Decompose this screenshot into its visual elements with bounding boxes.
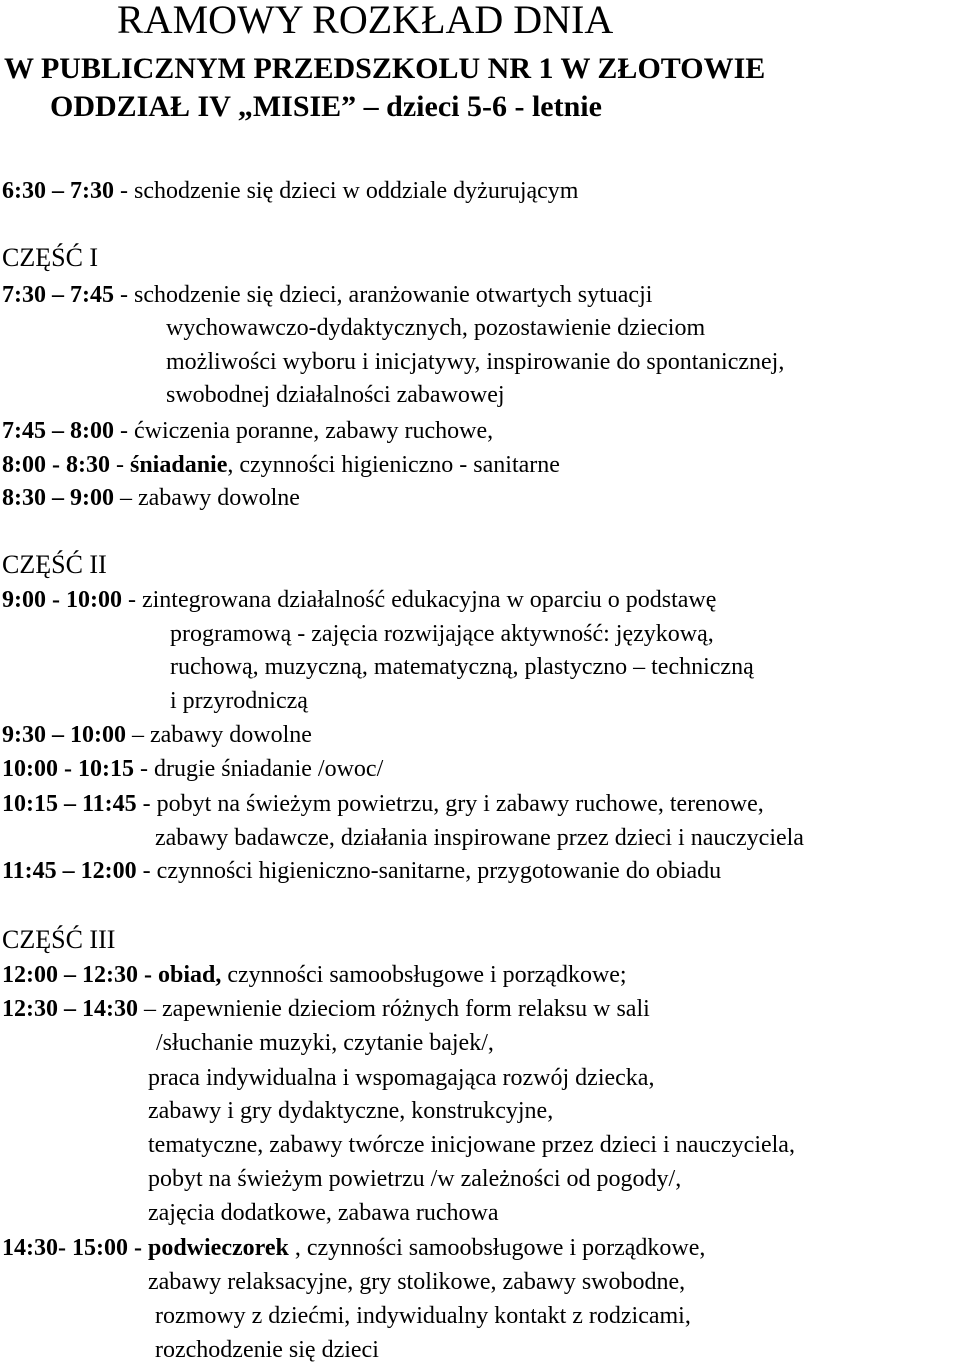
group-subtitle: ODDZIAŁ IV „MISIE” – dzieci 5-6 - letnie <box>50 90 602 123</box>
entry-text: - ćwiczenia poranne, zabawy ruchowe, <box>113 418 494 444</box>
entry-text: - zintegrowana działalność edukacyjna w oparciu o podstawę <box>121 587 717 613</box>
entry-text: , czynności samoobsługowe i porządkowe, <box>288 1235 706 1261</box>
schedule-entry <box>2 792 764 816</box>
entry-continuation: zabawy badawcze, działania inspirowane przez dzieci i nauczyciela <box>155 825 804 851</box>
entry-text: - pobyt na świeżym powietrzu, gry i zabawy ruchowe, terenowe, <box>136 791 764 817</box>
schedule-entry <box>2 179 578 203</box>
entry-continuation: programową - zajęcia rozwijające aktywność: językową, <box>170 621 714 647</box>
entry-continuation: możliwości wyboru i inicjatywy, inspirowanie do spontanicznej, <box>166 349 785 375</box>
entry-time: 14:30- 15:00 - podwieczorek <box>2 1235 289 1261</box>
entry-text: - czynności higieniczno-sanitarne, przygotowanie do obiadu <box>136 858 722 884</box>
entry-continuation: tematyczne, zabawy twórcze inicjowane przez dzieci i nauczyciela, <box>148 1132 795 1158</box>
entry-continuation: rozchodzenie się dzieci <box>155 1337 379 1363</box>
entry-continuation: rozmowy z dziećmi, indywidualny kontakt z rodzicami, <box>155 1303 691 1329</box>
schedule-entry <box>2 1236 705 1260</box>
entry-time: 8:30 – 9:00 <box>2 485 114 511</box>
entry-continuation: zabawy i gry dydaktyczne, konstrukcyjne, <box>148 1098 554 1124</box>
schedule-entry <box>2 757 383 781</box>
entry-time: 7:30 – 7:45 <box>2 282 114 308</box>
entry-continuation: ruchową, muzyczną, matematyczną, plastyczno – techniczną <box>170 654 754 680</box>
entry-text: - schodzenie się dzieci, aranżowanie otwartych sytuacji <box>113 282 653 308</box>
entry-text: – zabawy dowolne <box>125 722 312 748</box>
schedule-entry <box>2 453 560 477</box>
schedule-entry <box>2 859 721 883</box>
entry-text: – zapewnienie dzieciom różnych form relaksu w sali <box>137 996 650 1022</box>
entry-time: 8:00 - 8:30 <box>2 452 110 478</box>
schedule-entry <box>2 588 716 612</box>
entry-text: - <box>109 452 130 478</box>
entry-time: 7:45 – 8:00 <box>2 418 114 444</box>
section-heading: CZĘŚĆ I <box>2 243 99 272</box>
schedule-entry <box>2 723 312 747</box>
entry-continuation: praca indywidualna i wspomagająca rozwój dziecka, <box>148 1065 655 1091</box>
schedule-entry <box>2 419 493 443</box>
entry-text: czynności samoobsługowe i porządkowe; <box>221 962 627 988</box>
entry-time: 10:15 – 11:45 <box>2 791 137 817</box>
entry-time: 12:30 – 14:30 <box>2 996 138 1022</box>
entry-continuation: /słuchanie muzyki, czytanie bajek/, <box>156 1030 494 1056</box>
page-title: RAMOWY ROZKŁAD DNIA <box>117 0 614 42</box>
entry-continuation: zabawy relaksacyjne, gry stolikowe, zabawy swobodne, <box>148 1269 686 1295</box>
entry-highlight: śniadanie <box>129 452 228 478</box>
entry-text: , czynności higieniczno - sanitarne <box>227 452 560 478</box>
entry-continuation: zajęcia dodatkowe, zabawa ruchowa <box>148 1200 499 1226</box>
entry-text: - drugie śniadanie /owoc/ <box>133 756 384 782</box>
entry-time: 10:00 - 10:15 <box>2 756 134 782</box>
section-heading: CZĘŚĆ II <box>2 550 107 579</box>
schedule-entry <box>2 963 627 987</box>
page-subtitle: W PUBLICZNYM PRZEDSZKOLU NR 1 W ZŁOTOWIE <box>4 52 766 85</box>
entry-time: 9:00 - 10:00 <box>2 587 122 613</box>
schedule-entry <box>2 997 650 1021</box>
entry-continuation: swobodnej działalności zabawowej <box>166 382 505 408</box>
entry-time: 6:30 – 7:30 <box>2 178 114 204</box>
entry-time: 12:00 – 12:30 - <box>2 962 152 988</box>
entry-text: – zabawy dowolne <box>113 485 300 511</box>
entry-text: - schodzenie się dzieci w oddziale dyżurującym <box>113 178 579 204</box>
schedule-entry <box>2 486 300 510</box>
entry-continuation: wychowawczo-dydaktycznych, pozostawienie dzieciom <box>166 315 706 341</box>
entry-highlight: obiad, <box>151 962 222 988</box>
section-heading: CZĘŚĆ III <box>2 925 116 954</box>
entry-time: 9:30 – 10:00 <box>2 722 126 748</box>
entry-continuation: i przyrodniczą <box>170 688 308 714</box>
entry-time: 11:45 – 12:00 <box>2 858 137 884</box>
entry-continuation: pobyt na świeżym powietrzu /w zależności od pogody/, <box>148 1166 682 1192</box>
schedule-entry <box>2 283 652 307</box>
